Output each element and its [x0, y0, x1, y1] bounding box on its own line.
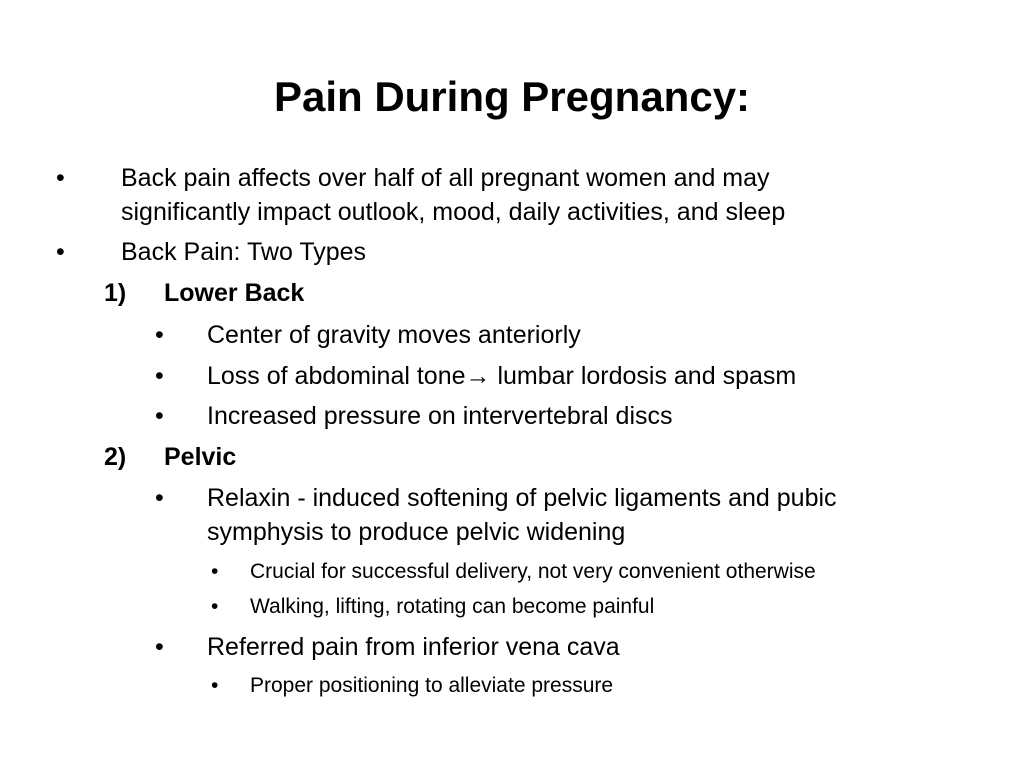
bullet-text-line: symphysis to produce pelvic widening [207, 518, 626, 546]
bullet-icon: • [155, 484, 164, 512]
bullet-text: Crucial for successful delivery, not very convenient otherwise [250, 560, 816, 583]
bullet-text: Walking, lifting, rotating can become painful [250, 595, 655, 618]
bullet-text-line: significantly impact outlook, mood, daily activities, and sleep [121, 198, 786, 226]
bullet-icon: • [155, 633, 164, 661]
list-heading: Lower Back [164, 279, 305, 307]
bullet-icon: • [155, 362, 164, 390]
bullet-icon: • [155, 402, 164, 430]
bullet-icon: • [211, 595, 219, 618]
bullet-icon: • [211, 674, 219, 697]
bullet-text: Back Pain: Two Types [121, 238, 367, 266]
slide-title: Pain During Pregnancy: [273, 73, 751, 120]
bullet-text-line: Back pain affects over half of all pregnant women and may [121, 164, 770, 192]
bullet-text: Loss of abdominal tone→ lumbar lordosis and spasm [207, 362, 797, 390]
bullet-text-line: Relaxin - induced softening of pelvic ligaments and pubic [207, 484, 837, 512]
list-heading: Pelvic [164, 443, 237, 471]
bullet-icon: • [56, 238, 65, 266]
list-number: 1) [104, 279, 127, 307]
bullet-text: Referred pain from inferior vena cava [207, 633, 620, 661]
bullet-text: Center of gravity moves anteriorly [207, 321, 581, 349]
bullet-text: Increased pressure on intervertebral discs [207, 402, 673, 430]
bullet-icon: • [155, 321, 164, 349]
bullet-icon: • [56, 164, 65, 192]
bullet-icon: • [211, 560, 219, 583]
list-number: 2) [104, 443, 127, 471]
bullet-text: Proper positioning to alleviate pressure [250, 674, 614, 697]
